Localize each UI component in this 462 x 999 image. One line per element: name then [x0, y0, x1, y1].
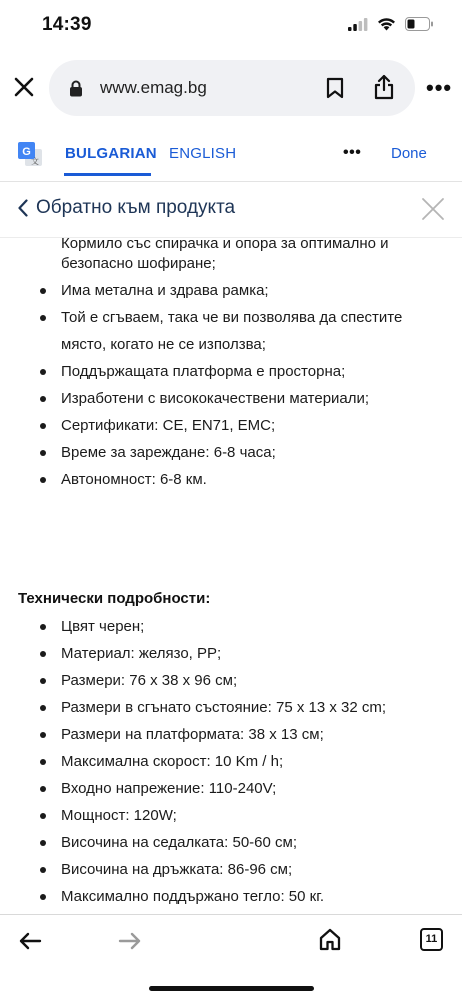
more-icon[interactable]: ••• — [426, 75, 453, 100]
bottom-toolbar — [0, 914, 462, 999]
google-translate-icon — [17, 141, 43, 167]
list-item: Има метална и здрава рамка; — [0, 277, 462, 304]
product-description — [0, 237, 462, 914]
battery-icon — [405, 17, 434, 31]
list-item: Входно напрежение: 110-240V; — [0, 775, 462, 802]
tech-details-heading: Технически подробности: — [18, 590, 211, 607]
url-text[interactable]: www.emag.bg — [100, 78, 207, 97]
list-item: Сертификати: CE, EN71, EMC; — [0, 412, 462, 439]
list-item: безопасно шофиране; — [61, 255, 216, 272]
list-item: Той е сгъваем, така че ви позволява да спестите място, когато не се използва; — [0, 304, 462, 358]
tab-bulgarian[interactable]: BULGARIAN — [65, 145, 157, 162]
translate-more-button[interactable]: ••• — [343, 144, 362, 161]
list-item: Максимална скорост: 10 Km / h; — [0, 748, 462, 775]
share-icon[interactable] — [373, 74, 395, 100]
lock-icon — [69, 80, 83, 97]
home-indicator — [149, 986, 314, 991]
svg-text:文: 文 — [31, 157, 39, 166]
status-bar — [0, 0, 462, 52]
list-item: Размери в сгънато състояние: 75 x 13 x 32 cm; — [0, 694, 462, 721]
list-item: Мощност: 120W; — [0, 802, 462, 829]
list-item: Цвят черен; — [0, 613, 462, 640]
status-time: 14:39 — [42, 14, 92, 35]
address-bar[interactable] — [49, 60, 415, 116]
list-item: Размери: 76 x 38 x 96 см; — [0, 667, 462, 694]
page-header — [0, 181, 462, 237]
feature-list — [0, 250, 462, 493]
status-icons — [348, 17, 434, 31]
svg-text:G: G — [22, 146, 31, 158]
list-item: Време за зареждане: 6-8 часа; — [0, 439, 462, 466]
list-item: Височина на седалката: 50-60 см; — [0, 829, 462, 856]
list-item: Размери на платформата: 38 x 13 см; — [0, 721, 462, 748]
list-item: Автономност: 6-8 км. — [0, 466, 462, 493]
bookmark-icon[interactable] — [326, 77, 344, 99]
arrow-left-icon[interactable] — [18, 931, 42, 951]
back-to-product-link[interactable] — [18, 197, 235, 219]
back-link-label[interactable]: Обратно към продукта — [36, 197, 236, 218]
list-item: Височина на дръжката: 86-96 см; — [0, 856, 462, 883]
list-item: Материал: желязо, PP; — [0, 640, 462, 667]
browser-address-row — [0, 58, 462, 118]
arrow-right-icon[interactable] — [118, 931, 142, 951]
tech-details-list — [0, 613, 462, 910]
list-item: Изработени с висококачествени материали; — [0, 385, 462, 412]
chevron-left-icon — [18, 199, 28, 217]
signal-icon — [348, 18, 368, 31]
translate-bar — [0, 128, 462, 180]
list-item: Максимално поддържано тегло: 50 кг. — [0, 883, 462, 910]
close-icon[interactable] — [12, 75, 36, 99]
wifi-icon — [377, 17, 396, 31]
tabs-button[interactable]: 11 — [420, 928, 443, 951]
home-icon[interactable] — [318, 927, 342, 951]
active-tab-indicator — [64, 173, 151, 176]
list-item: Поддържащата платформа е просторна; — [0, 358, 462, 385]
done-button[interactable]: Done — [391, 145, 427, 162]
tab-english[interactable]: ENGLISH — [169, 145, 237, 162]
cut-off-line: Кормило със спирачка и опора за оптимално и — [61, 237, 389, 252]
close-icon[interactable] — [421, 197, 445, 221]
